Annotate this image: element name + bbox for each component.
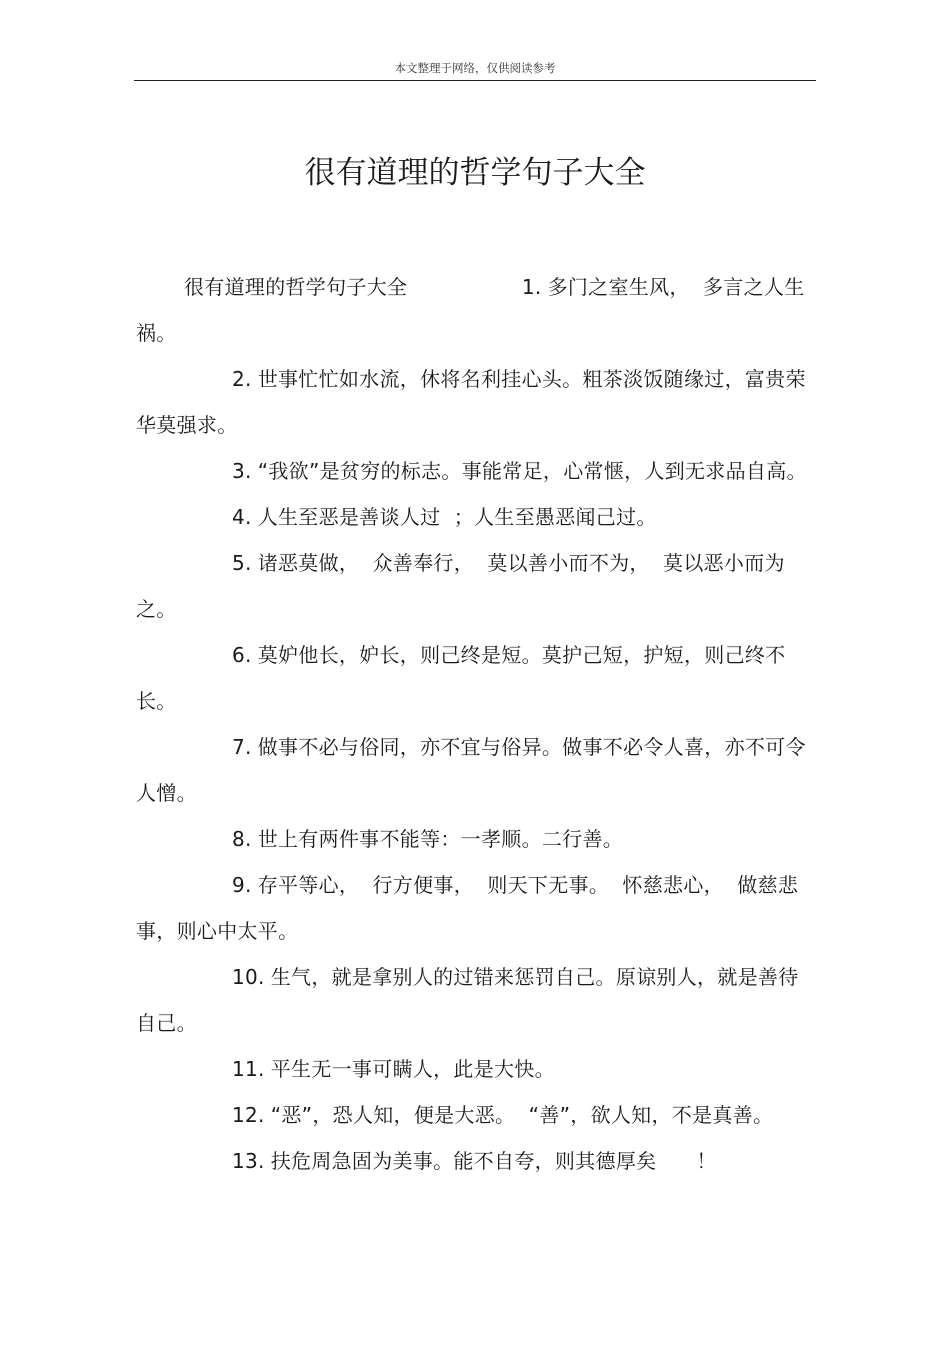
item-text: 生气，就是拿别人的过错来惩罚自己。原谅别人，就是善待自己。 (136, 965, 799, 1035)
item-number: 3. (232, 459, 252, 483)
list-item (136, 494, 812, 540)
item-text: “恶”，恐人知，便是大恶。 “善”，欲人知，不是真善。 (270, 1103, 774, 1127)
list-item (136, 448, 812, 494)
list-item (136, 816, 812, 862)
item-number: 11. (232, 1057, 265, 1081)
page-header-note: 本文整理于网络，仅供阅读参考 (134, 58, 816, 81)
item-number: 7. (232, 735, 252, 759)
item-number: 5. (232, 551, 252, 575)
item-text: 多门之室生风， 多言之人生祸。 (136, 275, 805, 345)
item-text: 诸恶莫做， 众善奉行， 莫以善小而不为， 莫以恶小而为之。 (136, 551, 785, 621)
item-text: “我欲”是贫穷的标志。事能常足，心常惬，人到无求品自高。 (257, 459, 807, 483)
item-text: 世事忙忙如水流，休将名利挂心头。粗茶淡饭随缘过，富贵荣华莫强求。 (136, 367, 806, 437)
item-number: 8. (232, 827, 252, 851)
list-item (136, 1046, 812, 1092)
list-item (136, 356, 812, 448)
item-text: 平生无一事可瞒人，此是大快。 (270, 1057, 555, 1081)
list-item (136, 540, 812, 632)
list-item (136, 954, 812, 1046)
item-text: 莫妒他长，妒长，则己终是短。莫护己短，护短，则己终不长。 (136, 643, 786, 713)
item-number: 2. (232, 367, 252, 391)
item-number: 13. (232, 1149, 265, 1173)
item-number: 1. (521, 275, 542, 299)
item-text: 人生至恶是善谈人过 ；人生至愚恶闻己过。 (257, 505, 657, 529)
list-item (136, 724, 812, 816)
intro-lead: 很有道理的哲学句子大全 (184, 275, 408, 299)
document-body (136, 264, 812, 1184)
list-item (136, 1138, 812, 1184)
item-number: 6. (232, 643, 252, 667)
item-text: 做事不必与俗同，亦不宜与俗异。做事不必令人喜，亦不可令人憎。 (136, 735, 806, 805)
item-text: 扶危周急固为美事。能不自夸，则其德厚矣 ！ (270, 1149, 717, 1173)
item-text: 存平等心， 行方便事， 则天下无事。 怀慈悲心， 做慈悲事，则心中太平。 (136, 873, 799, 943)
list-item (136, 632, 812, 724)
list-item (136, 862, 812, 954)
list-item (136, 1092, 812, 1138)
intro-paragraph (136, 264, 812, 356)
item-number: 9. (232, 873, 252, 897)
document-title: 很有道理的哲学句子大全 (304, 155, 646, 191)
item-text: 世上有两件事不能等：一孝顺。二行善。 (257, 827, 624, 851)
item-number: 12. (232, 1103, 265, 1127)
item-number: 10. (232, 965, 265, 989)
item-number: 4. (232, 505, 252, 529)
